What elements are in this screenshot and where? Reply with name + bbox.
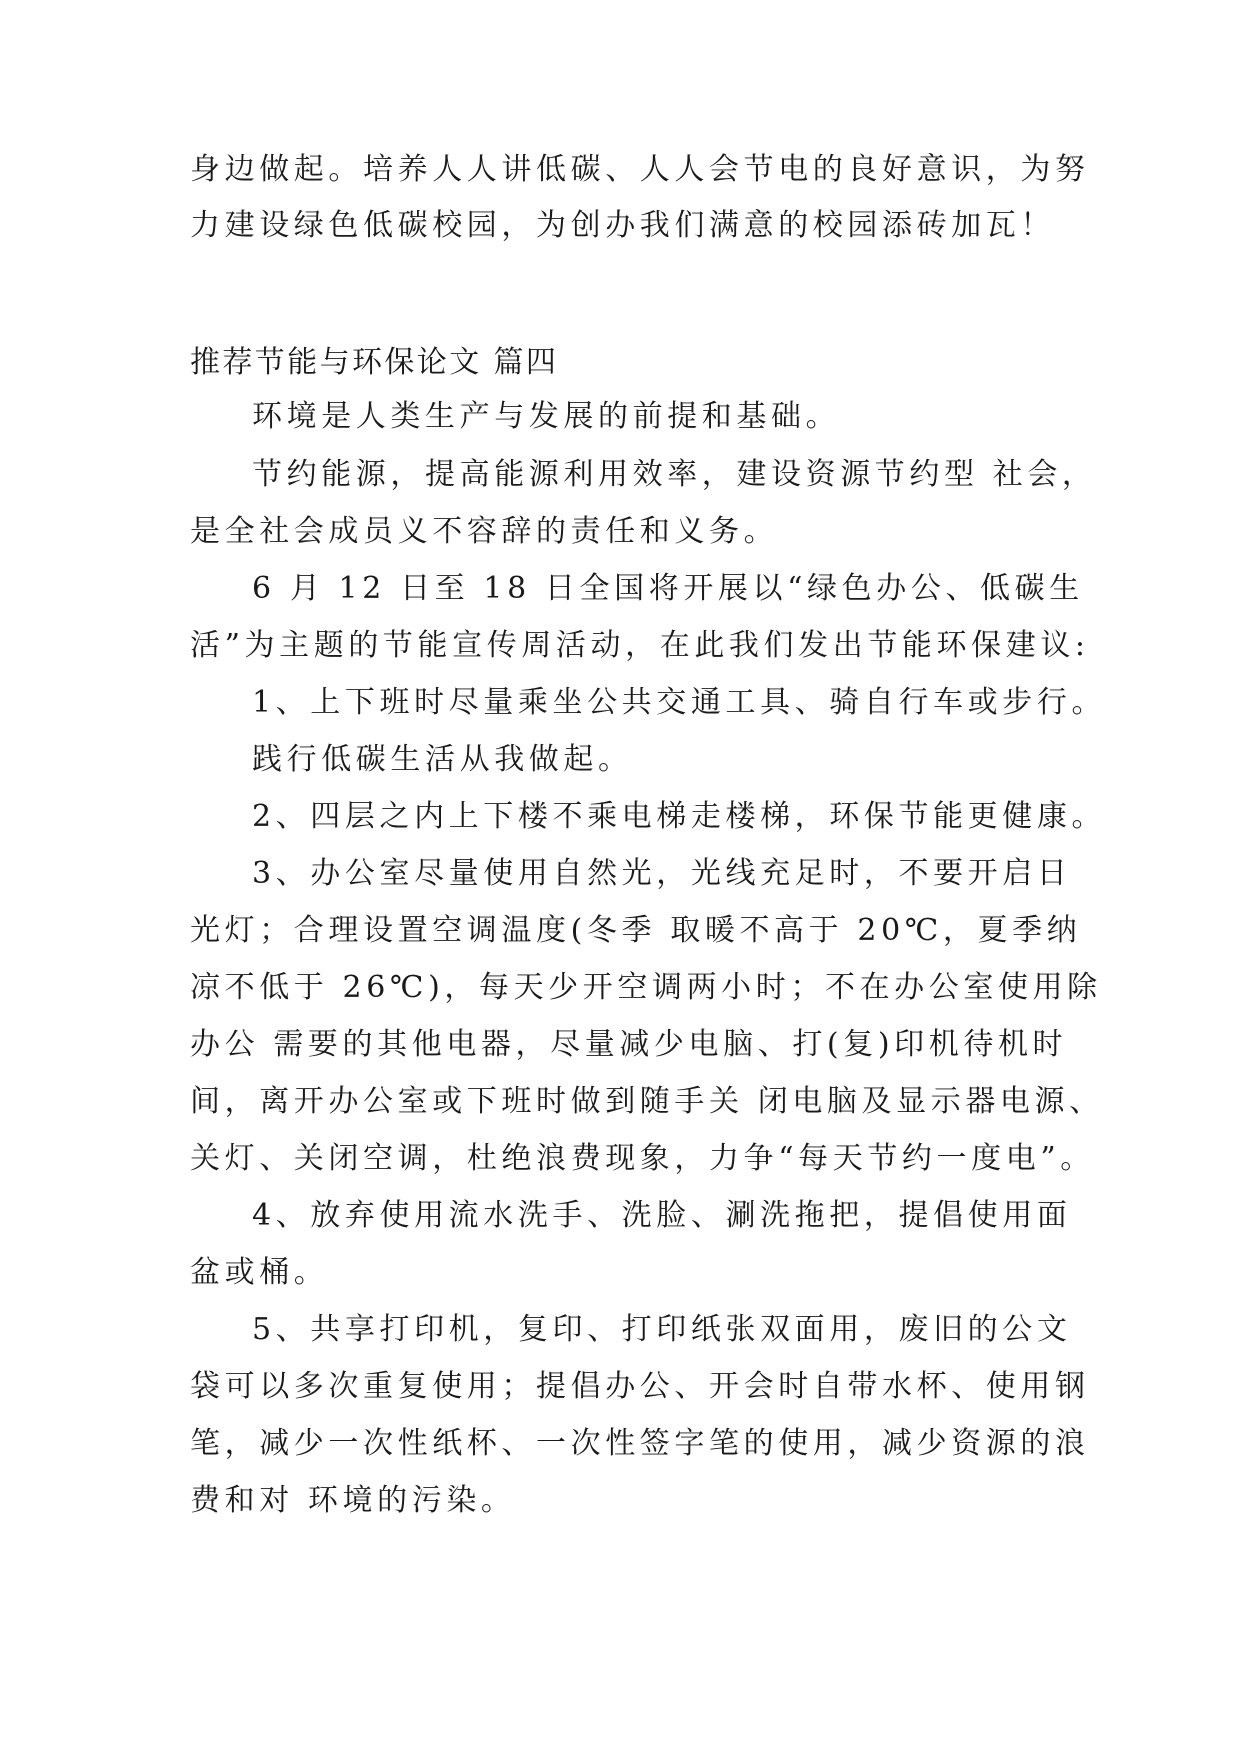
body-line-4: 6 月 12 日至 18 日全国将开展以“绿色办公、低碳生 xyxy=(252,571,1084,606)
body-line-14: 关灯、关闭空调，杜绝浪费现象，力争“每天节约一度电”。 xyxy=(190,1141,1095,1176)
body-line-15: 4、放弃使用流水洗手、洗脸、涮洗拖把，提倡使用面 xyxy=(252,1198,1072,1233)
section-heading: 推荐节能与环保论文 篇四 xyxy=(190,345,559,380)
body-line-18: 袋可以多次重复使用；提倡办公、开会时自带水杯、使用钢 xyxy=(190,1369,1090,1404)
body-line-11: 凉不低于 26℃)，每天少开空调两小时；不在办公室使用除 xyxy=(190,970,1102,1005)
body-line-8: 2、四层之内上下楼不乘电梯走楼梯，环保节能更健康。 xyxy=(252,799,1107,834)
body-line-20: 费和对 环境的污染。 xyxy=(190,1483,516,1518)
body-line-5: 活”为主题的节能宣传周活动，在此我们发出节能环保建议: xyxy=(190,628,1090,663)
body-line-12: 办公 需要的其他电器，尽量减少电脑、打(复)印机待机时 xyxy=(190,1027,1068,1062)
body-line-9: 3、办公室尽量使用自然光，光线充足时，不要开启日 xyxy=(252,856,1072,891)
body-line-6: 1、上下班时尽量乘坐公共交通工具、骑自行车或步行。 xyxy=(252,685,1107,720)
body-line-19: 笔，减少一次性纸杯、一次性签字笔的使用，减少资源的浪 xyxy=(190,1426,1090,1461)
body-line-16: 盆或桶。 xyxy=(190,1255,329,1290)
body-line-3: 是全社会成员义不容辞的责任和义务。 xyxy=(190,514,779,549)
body-line-10: 光灯；合理设置空调温度(冬季 取暖不高于 20℃，夏季纳 xyxy=(190,913,1082,948)
body-line-13: 间，离开办公室或下班时做到随手关 闭电脑及显示器电源、 xyxy=(190,1084,1104,1119)
body-line-17: 5、共享打印机，复印、打印纸张双面用，废旧的公文 xyxy=(252,1312,1072,1347)
body-line-7: 践行低碳生活从我做起。 xyxy=(252,742,633,777)
body-line-2: 节约能源，提高能源利用效率，建设资源节约型 社会， xyxy=(252,457,1097,492)
intro-line-1: 身边做起。培养人人讲低碳、人人会节电的良好意识，为努 xyxy=(190,152,1090,187)
intro-line-2: 力建设绿色低碳校园，为创办我们满意的校园添砖加瓦！ xyxy=(190,208,1055,243)
body-line-1: 环境是人类生产与发展的前提和基础。 xyxy=(252,399,841,434)
